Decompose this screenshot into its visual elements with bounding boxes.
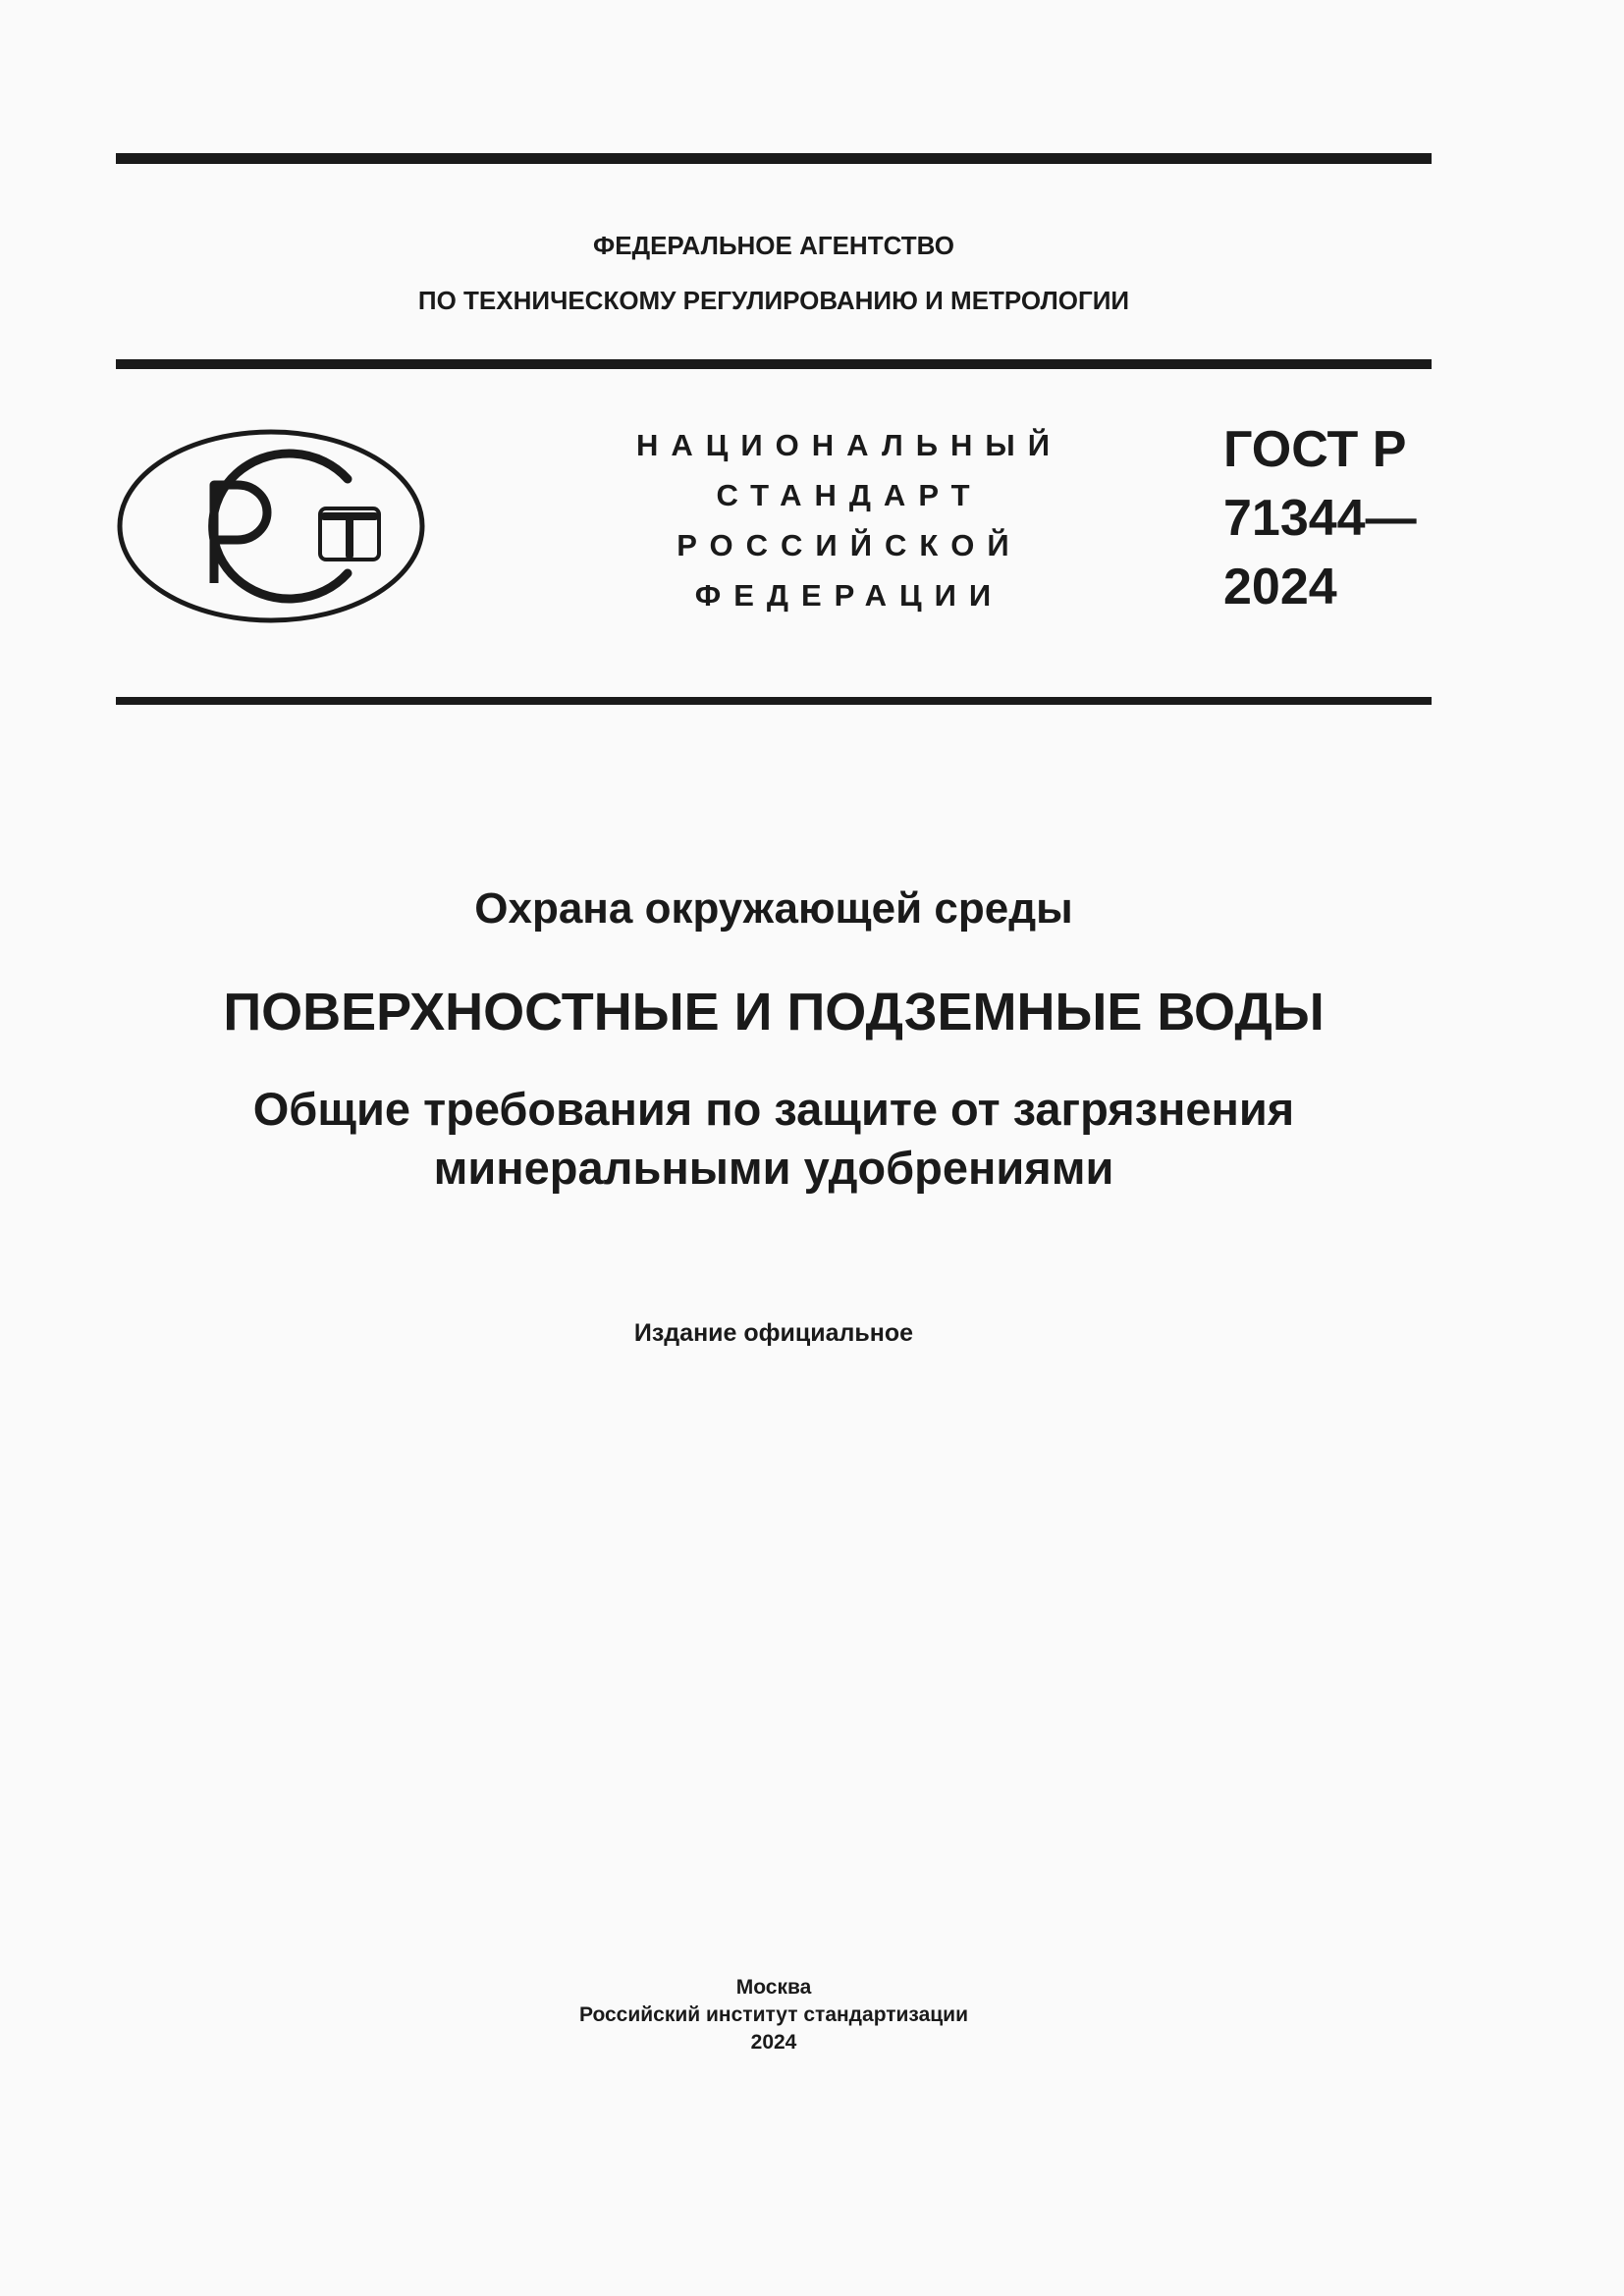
- edition-label: Издание официальное: [633, 1319, 914, 1347]
- imprint-city: Москва: [735, 1976, 812, 1999]
- title-main: [116, 978, 1432, 1046]
- national-standard-label: [628, 420, 1070, 620]
- subtitle-line-1: Общие требования по защите от загрязнения: [252, 1083, 1295, 1135]
- imprint: [116, 1974, 1432, 2056]
- designation-line-2: 71344—: [1223, 490, 1417, 547]
- top-rule: [116, 153, 1432, 164]
- standard-designation: [1223, 415, 1417, 621]
- subtitle-line-2: минеральными удобрениями: [433, 1142, 1114, 1194]
- agency-line-2: ПО ТЕХНИЧЕСКОМУ РЕГУЛИРОВАНИЮ И МЕТРОЛОГИИ: [417, 286, 1130, 315]
- bottom-rule: [116, 697, 1432, 705]
- national-line-2: СТАНДАРТ: [716, 478, 983, 512]
- national-line-3: РОССИЙСКОЙ: [677, 528, 1022, 562]
- agency-line-1: ФЕДЕРАЛЬНОЕ АГЕНТСТВО: [593, 231, 954, 260]
- imprint-publisher: Российский институт стандартизации: [578, 2003, 969, 2026]
- middle-rule: [116, 359, 1432, 369]
- title-area: [116, 880, 1432, 938]
- designation-line-1: ГОСТ Р: [1223, 421, 1407, 478]
- designation-line-3: 2024: [1223, 559, 1337, 615]
- rst-certification-mark-icon: [116, 428, 426, 624]
- agency-header: [116, 218, 1432, 328]
- national-line-1: НАЦИОНАЛЬНЫЙ: [635, 428, 1063, 462]
- title-subtitle: [116, 1080, 1432, 1198]
- national-line-4: ФЕДЕРАЦИИ: [694, 578, 1004, 613]
- title-main-text: ПОВЕРХНОСТНЫЕ И ПОДЗЕМНЫЕ ВОДЫ: [223, 983, 1325, 1041]
- imprint-year: 2024: [750, 2031, 797, 2054]
- title-area-text: Охрана окружающей среды: [474, 884, 1073, 933]
